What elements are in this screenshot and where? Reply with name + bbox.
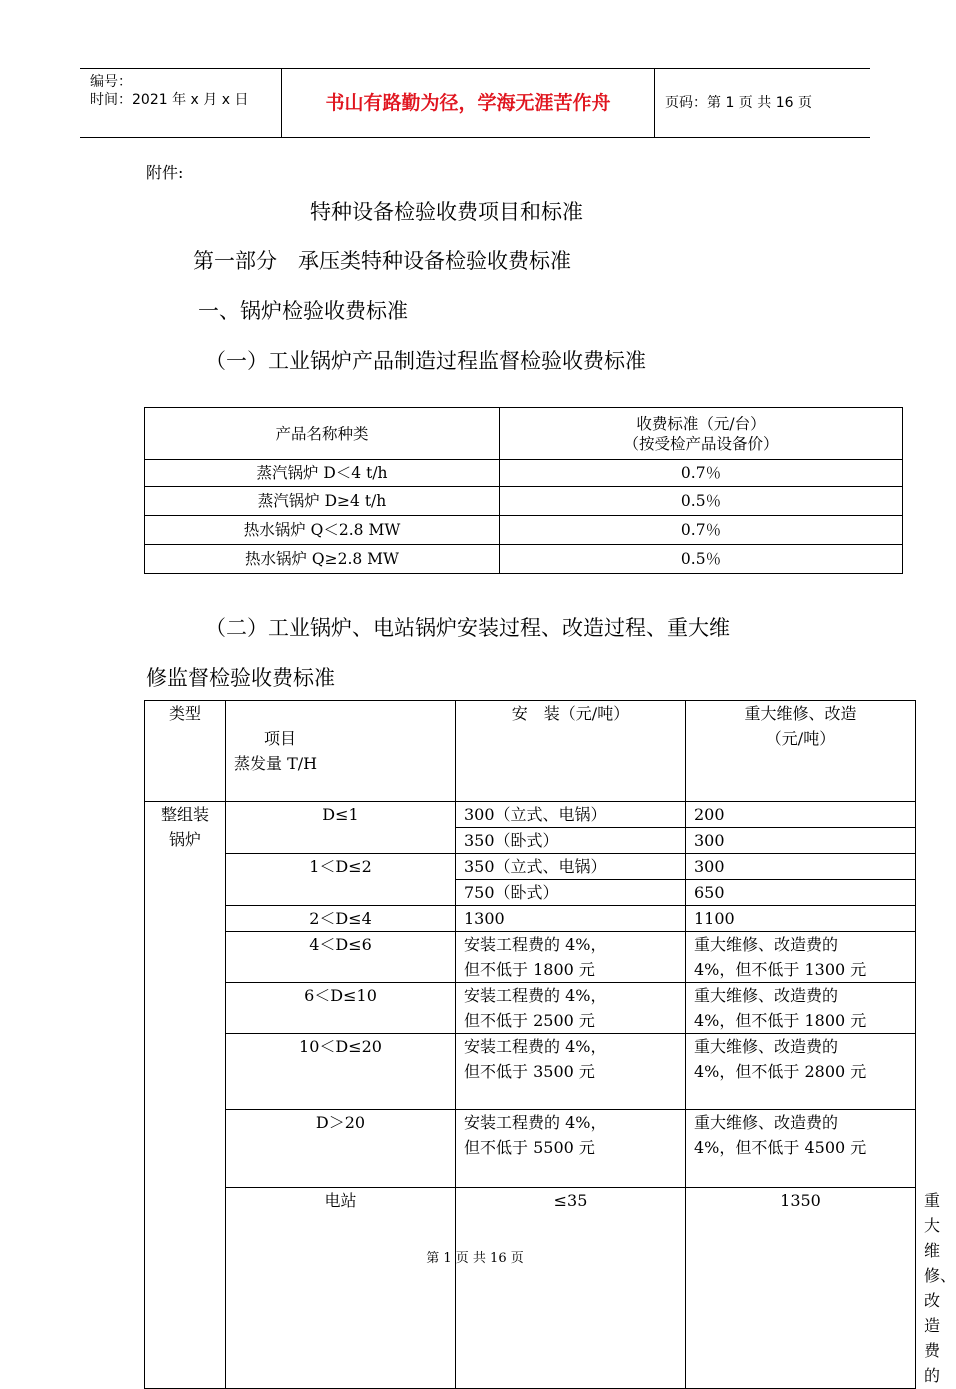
table-row: [145, 802, 916, 828]
capacity-range: 4＜D≤6: [226, 932, 456, 983]
col-header-repair: [686, 701, 916, 802]
table-row: [145, 854, 916, 880]
repair-fee-line2: 4%，但不低于 1800 元: [694, 1011, 867, 1030]
evaporation-header: 蒸发量 T/H: [234, 754, 318, 773]
capacity-range: 10＜D≤20: [226, 1034, 456, 1110]
table-header-row: [145, 408, 903, 460]
repair-fee: [686, 1110, 916, 1188]
repair-fee-line2: 4%，但不低于 1300 元: [694, 960, 867, 979]
page-header: [80, 68, 870, 138]
product-name: 蒸汽锅炉 D≥4 t/h: [145, 487, 500, 516]
repair-header-line1: 重大维修、改造: [744, 704, 857, 723]
col-header-type: 类型: [145, 701, 226, 802]
subsection-heading-1: （一）工业锅炉产品制造过程监督检验收费标准: [205, 349, 646, 373]
header-meta: [80, 69, 282, 137]
manufacturing-fee-table: [144, 407, 903, 574]
repair-fee: 300: [686, 828, 916, 854]
fee-rate: 0.7％: [500, 460, 903, 487]
header-motto: 书山有路勤为径，学海无涯苦作舟: [282, 69, 655, 137]
repair-header-line2: （元/吨）: [765, 729, 836, 748]
fee-rate: 0.5％: [500, 545, 903, 574]
table-row: [145, 1110, 916, 1188]
rate-header-line1: 收费标准（元/台）: [636, 414, 766, 433]
page-footer: 第 1 页 共 16 页: [426, 1251, 524, 1266]
type-line1: 整组装: [160, 805, 209, 824]
capacity-range: 1＜D≤2: [226, 854, 456, 906]
install-fee-line2: 但不低于 2500 元: [464, 1011, 595, 1030]
header-page-info: 页码：第 1 页 共 16 页: [665, 95, 812, 111]
table-row: [145, 906, 916, 932]
capacity-range: ≤35: [456, 1188, 686, 1389]
install-fee: [456, 1110, 686, 1188]
install-fee: 300（立式、电锅）: [456, 802, 686, 828]
install-fee: [456, 983, 686, 1034]
capacity-range: 2＜D≤4: [226, 906, 456, 932]
document-number-label: 编号：: [90, 74, 132, 90]
repair-fee: [686, 932, 916, 983]
table-row: [145, 516, 903, 545]
install-fee: 350（卧式）: [456, 828, 686, 854]
table-row: [145, 545, 903, 574]
product-name: 热水锅炉 Q≥2.8 MW: [145, 545, 500, 574]
table-row: 电站 ≤35 1350 重大维修、改造费的: [145, 1188, 916, 1389]
type-power-station: 电站: [226, 1188, 456, 1389]
table-row: [145, 1034, 916, 1110]
col-header-product: 产品名称种类: [145, 408, 500, 460]
repair-fee: 200: [686, 802, 916, 828]
capacity-range: D＞20: [226, 1110, 456, 1188]
install-fee: 1350: [686, 1188, 916, 1389]
capacity-range: 6＜D≤10: [226, 983, 456, 1034]
table-row: [145, 932, 916, 983]
fee-rate: 0.7％: [500, 516, 903, 545]
type-packaged-boiler: [145, 802, 226, 1389]
table-row: [145, 983, 916, 1034]
install-fee: [456, 932, 686, 983]
table-row: [145, 487, 903, 516]
install-fee: 750（卧式）: [456, 880, 686, 906]
table-header-row: [145, 701, 916, 802]
capacity-range: D≤1: [226, 802, 456, 854]
install-fee-line2: 但不低于 3500 元: [464, 1062, 595, 1081]
install-fee: [456, 1034, 686, 1110]
rate-header-line2: （按受检产品设备价）: [623, 434, 779, 453]
repair-fee-line2: 4%，但不低于 2800 元: [694, 1062, 867, 1081]
install-fee-line1: 安装工程费的 4%，: [464, 1037, 607, 1056]
part-heading: 第一部分 承压类特种设备检验收费标准: [193, 249, 571, 273]
col-header-rate: [500, 408, 903, 460]
repair-fee-line1: 重大维修、改造费的: [694, 1037, 839, 1056]
repair-fee: 1100: [686, 906, 916, 932]
subsection-heading-2-cont: 修监督检验收费标准: [146, 666, 335, 690]
item-header: 项目: [264, 729, 297, 748]
product-name: 热水锅炉 Q＜2.8 MW: [145, 516, 500, 545]
install-fee: 1300: [456, 906, 686, 932]
repair-fee-line2: 4%，但不低于 4500 元: [694, 1138, 867, 1157]
repair-fee: 300: [686, 854, 916, 880]
attachment-label: 附件:: [146, 163, 184, 182]
repair-fee: [686, 1034, 916, 1110]
install-fee: 350（立式、电锅）: [456, 854, 686, 880]
install-fee-line2: 但不低于 1800 元: [464, 960, 595, 979]
install-fee-line1: 安装工程费的 4%，: [464, 1113, 607, 1132]
repair-fee: 650: [686, 880, 916, 906]
type-line2: 锅炉: [168, 830, 201, 849]
table-row: [145, 460, 903, 487]
repair-fee-line1: 重大维修、改造费的: [694, 986, 839, 1005]
fee-rate: 0.5％: [500, 487, 903, 516]
install-fee-line2: 但不低于 5500 元: [464, 1138, 595, 1157]
subsection-heading-2: （二）工业锅炉、电站锅炉安装过程、改造过程、重大维: [205, 616, 730, 640]
col-header-install: 安 装（元/吨）: [456, 701, 686, 802]
repair-fee-line1: 重大维修、改造费的: [694, 935, 839, 954]
repair-fee-line1: 重大维修、改造费的: [694, 1113, 839, 1132]
repair-fee: [686, 983, 916, 1034]
document-time: 时间：2021 年 x 月 x 日: [90, 92, 249, 108]
installation-fee-table: [144, 700, 956, 1389]
install-fee-line1: 安装工程费的 4%，: [464, 986, 607, 1005]
col-header-item: [226, 701, 456, 802]
product-name: 蒸汽锅炉 D＜4 t/h: [145, 460, 500, 487]
page-title: 特种设备检验收费项目和标准: [310, 200, 583, 224]
section-heading: 一、锅炉检验收费标准: [198, 299, 408, 323]
install-fee-line1: 安装工程费的 4%，: [464, 935, 607, 954]
